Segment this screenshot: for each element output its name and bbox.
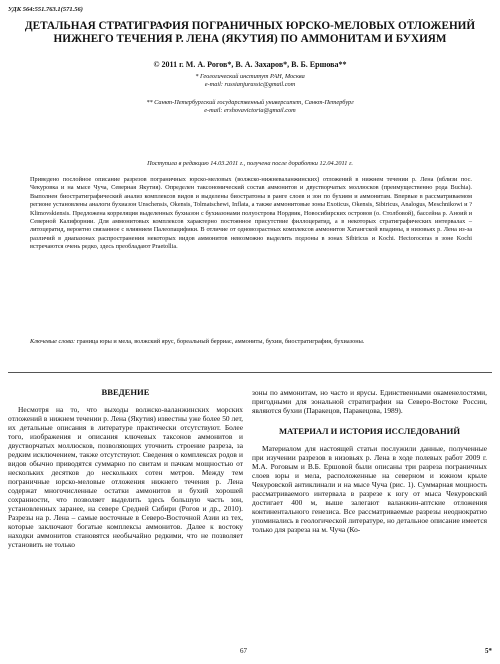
page-number: 67 <box>240 647 247 655</box>
abstract: Приведено послойное описание разрезов пограничных юрско-меловых (волжско-нижневаланжинских) отложений в нижнем течении р. Лена (вблизи пос. Чекуровка и на мысе Чуча, Северная Якутия). Определен таксономический состав аммонитов и двустворчатых моллюсков (преимущественно рода Buchia). Выполнен биостратиграфический анализ комплексов видов и выделены биостратоны в ранге слоев и зон по бухиям и аммонитам. Впервые в рассматриваемом регионе установлены аналоги бухиазон Unschensis, Okensis, Tolmatschewi, Inflata, а также аммонитовые зоны Exoticus, Okensis, Sibiricus, Analogus, Meschnikowi и ? Klimovskiensis. Предложена корреляция выделенных бухиазон с бухиазонами полуострова Нордвик, Новосибирских островов (о. Столбовой), бассейна р. Аноий и Северной Калифорнии. Для аммонитовых комплексов характерно постоянное присутствие филлоцератид, а в некоторых стратиграфических интервалах – литоцератид, вероятно связанное с влиянием Палеопацифики. В отличие от одновозрастных комплексов аммонитов Хатангской впадины, в низовьях р. Лена из-за различий в диапазонах распространения некоторых видов аммонитов невозможно выделить подзоны в зонах Sibiricus и Kochi. Hectoroceras в зоне Kochi встречаются очень редко, здесь преобладают Praetollia. <box>30 176 472 251</box>
keywords <box>30 338 472 346</box>
affiliation-email: e-mail: russianjurassic@gmail.com <box>204 81 296 88</box>
materials-text: Материалом для настоящей статьи послужили данные, полученные при изучении разрезов в низовьях р. Лена в ходе полевых работ 2009 г. М.А. Роговым и В.Б. Ершовой были описаны три разреза пограничных слоев юры и мела, расположенные на северном и южном крыле Чекуровской антиклинали и на мысе Чуча (рис. 1). Суммарная мощность рассматриваемого интервала в разрезе к югу от мыса Чекуровский достигает 400 м, выше залегают валанжин-аптские отложения континентального генезиса. Все рассматриваемые разрезы неоднократно упоминались в геологической литературе, но детальное описание имеется только для разреза на м. Чуча (Ко- <box>252 444 487 534</box>
section-heading-materials: МАТЕРИАЛ И ИСТОРИЯ ИССЛЕДОВАНИЙ <box>278 426 461 436</box>
udk-code: УДК 564:551.763.1(571.56) <box>8 6 83 13</box>
affiliation-block-1 <box>8 73 492 89</box>
section-heading-introduction: ВВЕДЕНИЕ <box>101 387 150 397</box>
issue-mark: 5* <box>485 647 492 655</box>
introduction-text: Несмотря на то, что выходы волжско-валанжинских морских отложений в нижнем течении р. Лена (Якутия) известны уже более 50 лет, их детальные описания в литературе практически отсутствуют. Более того, изображения и описания ключевых таксонов аммонитов и двустворчатых моллюсков, позволяющих уточнить строение разреза, за редким исключением, также отсутствуют. Сведения о комплексах родов и видов обычно приводятся суммарно по свитам и пачкам мощностью от нескольких десятков до нескольких сотен метров. Между тем пограничные юрско-меловые отложения нижнего течения р. Лена содержат многочисленные остатки аммонитов и бухий хорошей сохранности, что позволяет выделить здесь большую часть зон, установленных заранее, на севере Средней Сибири (Рогов и др., 2010). Разрезы на р. Лена – самые восточные в Северо-Восточной Азии из тех, которые заключают богатые комплексы аммонитов. Далее к востоку находки аммонитов становятся необычайно редкими, что не позволяет установить не только <box>8 405 243 549</box>
received-date: Поступила в редакцию 14.03.2011 г., получена после доработки 12.04.2011 г. <box>147 160 353 167</box>
keywords-label: Ключевые слова: <box>30 338 76 345</box>
affiliation-block-2 <box>8 99 492 115</box>
article-authors: © 2011 г. М. А. Рогов*, В. А. Захаров*, В. Б. Ершова** <box>153 60 347 69</box>
right-column <box>252 388 487 534</box>
affiliation-line: * Геологический институт РАН, Москва <box>195 73 305 80</box>
divider-line <box>8 372 492 373</box>
keywords-text: граница юры и мела, волжский ярус, бореальный берриас, аммониты, бухии, биостратиграфия, бухиазоны. <box>76 338 365 345</box>
left-column <box>8 388 243 549</box>
introduction-continued: зоны по аммонитам, но часто и ярусы. Единственными окаменелостями, пригодными для зональной стратиграфии на Северо-Востоке России, являются бухии (Паракецов, Паракецова, 1989). <box>252 388 487 415</box>
affiliation-line: ** Санкт-Петербургский государственный университет, Санкт-Петербург <box>146 99 354 106</box>
affiliation-email: e-mail: ershovavictoria@gmail.com <box>204 107 296 114</box>
article-title: ДЕТАЛЬНАЯ СТРАТИГРАФИЯ ПОГРАНИЧНЫХ ЮРСКО-МЕЛОВЫХ ОТЛОЖЕНИЙ НИЖНЕГО ТЕЧЕНИЯ Р. ЛЕНА (ЯКУТИЯ) ПО АММОНИТАМ И БУХИЯМ <box>24 20 476 45</box>
